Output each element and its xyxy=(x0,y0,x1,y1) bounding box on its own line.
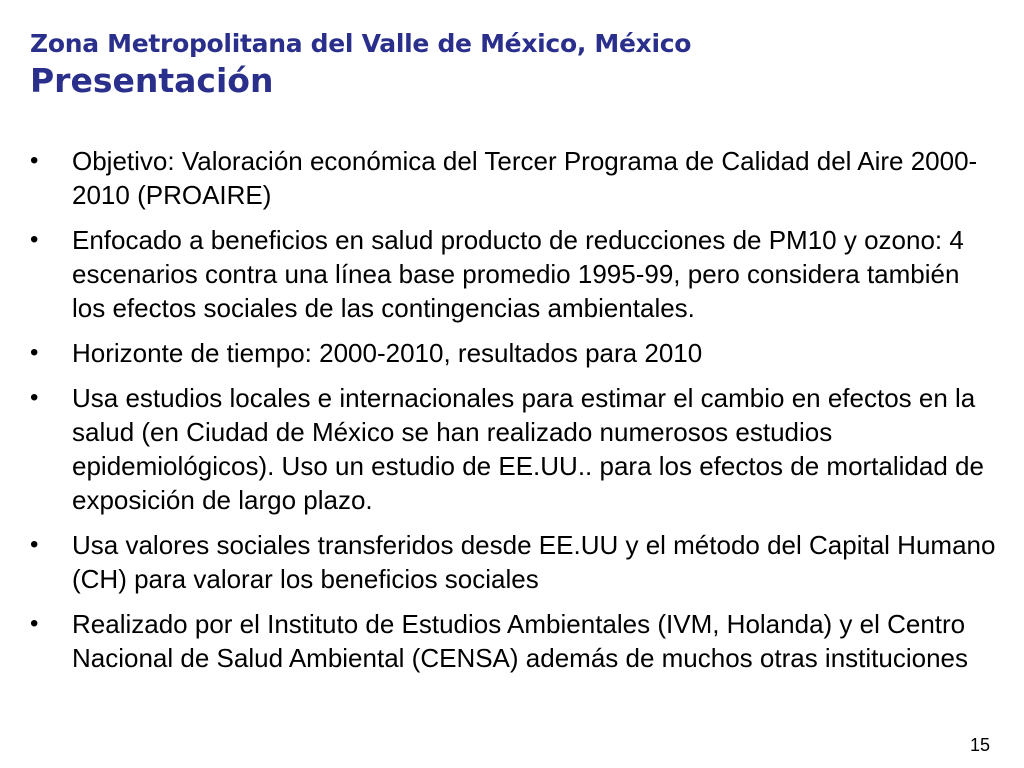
bullet-marker: • xyxy=(30,339,39,366)
bullet-text: Horizonte de tiempo: 2000-2010, resultados para 2010 xyxy=(72,338,703,368)
bullet-text: Usa estudios locales e internacionales para estimar el cambio en efectos en la salud (en Ciudad de México se han realizado numerosos estudios epidemiológicos). Uso un estudio de EE.UU.. para los efectos de mortalidad de exposición de largo plazo. xyxy=(72,383,984,515)
bullet-item-horizonte xyxy=(30,336,998,370)
bullet-marker: • xyxy=(30,384,39,411)
bullet-marker: • xyxy=(30,226,39,253)
bullet-text: Enfocado a beneficios en salud producto de reducciones de PM10 y ozono: 4 escenarios contra una línea base promedio 1995-99, pero considera también los efectos sociales de las contingencias ambientales. xyxy=(72,225,964,323)
bullet-marker: • xyxy=(30,531,39,558)
bullet-item-valores xyxy=(30,528,998,596)
bullet-item-realizado xyxy=(30,607,998,675)
bullet-text: Realizado por el Instituto de Estudios Ambientales (IVM, Holanda) y el Centro Nacional de Salud Ambiental (CENSA) además de muchos otras instituciones xyxy=(72,609,969,673)
bullet-marker: • xyxy=(30,147,39,174)
bullet-text: Usa valores sociales transferidos desde EE.UU y el método del Capital Humano (CH) para valorar los beneficios sociales xyxy=(72,530,996,594)
bullet-list xyxy=(30,144,998,686)
bullet-item-enfocado xyxy=(30,223,998,325)
slide-header xyxy=(30,26,990,100)
bullet-item-objetivo xyxy=(30,144,998,212)
page-number: 15 xyxy=(969,735,990,755)
slide-title: Presentación xyxy=(30,61,274,100)
bullet-marker: • xyxy=(30,610,39,637)
slide-subtitle: Zona Metropolitana del Valle de México, México xyxy=(30,29,692,58)
bullet-item-estudios xyxy=(30,381,998,517)
bullet-text: Objetivo: Valoración económica del Tercer Programa de Calidad del Aire 2000- 2010 (PROAIRE) xyxy=(72,146,978,210)
